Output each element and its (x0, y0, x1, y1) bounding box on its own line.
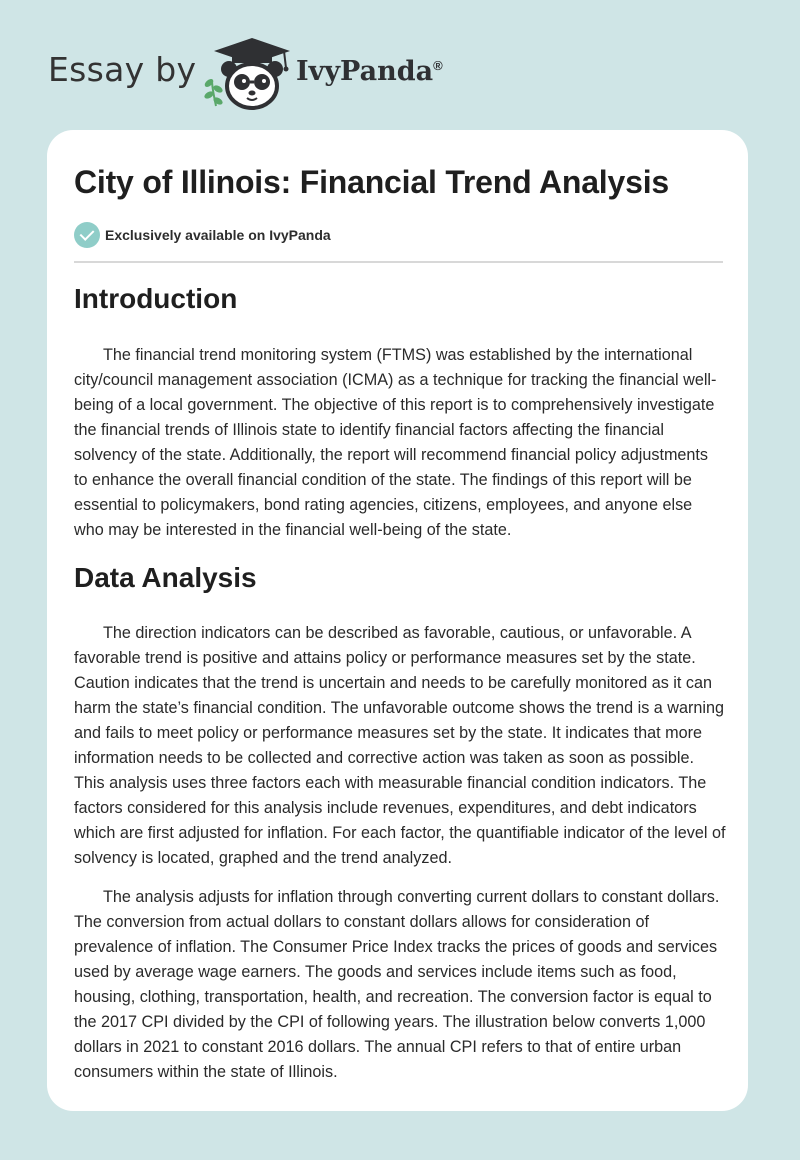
brand-name-text: IvyPanda (296, 56, 434, 87)
data-analysis-paragraph-1: The direction indicators can be described as favorable, cautious, or unfavorable. A favorable trend is positive and attains policy or performance measures set by the state. Caution indicates that the trend is uncertain and needs to be carefully monitored as it can harm the state’s financial condition. The unfavorable outcome shows the trend is a warning and fails to meet policy or performance measures set by the state. It indicates that more information needs to be collected and corrective action was taken as soon as possible. This analysis uses three factors each with measurable financial condition indicators. The factors considered for this analysis include revenues, expenditures, and debt indicators which are first adjusted for inflation. For each factor, the quantifiable indicator of the level of solvency is located, graphed and the trend analyzed. (74, 624, 726, 867)
registered-mark: ® (433, 58, 443, 73)
section-heading-data-analysis: Data Analysis (74, 562, 257, 593)
site-header (0, 0, 800, 130)
exclusive-badge (74, 222, 331, 248)
data-analysis-paragraph-2: The analysis adjusts for inflation through converting current dollars to constant dollars. The conversion from actual dollars to constant dollars allows for consideration of prevalence of inflation. The Consumer Price Index tracks the prices of goods and services used by average wage earners. The goods and services include items such as food, housing, clothing, transportation, health, and recreation. The conversion factor is equal to the 2017 CPI divided by the CPI of following years. The illustration below converts 1,000 dollars in 2021 to constant 2016 dollars. The annual CPI refers to that of entire urban consumers within the state of Illinois. (74, 888, 720, 1081)
article-card (47, 130, 748, 1111)
title-divider (74, 261, 723, 263)
page-title: City of Illinois: Financial Trend Analysis (74, 164, 669, 200)
essay-by-label: Essay by (48, 50, 197, 89)
brand-name[interactable] (296, 56, 443, 87)
check-circle-icon (74, 222, 100, 248)
introduction-paragraph: The financial trend monitoring system (FTMS) was established by the international city/council management association (ICMA) as a technique for tracking the financial well-being of a local government. The objective of this report is to comprehensively investigate the financial trends of Illinois state to identify financial factors affecting the financial solvency of the state. Additionally, the report will recommend financial policy adjustments to enhance the overall financial condition of the state. The findings of this report will be essential to policymakers, bond rating agencies, citizens, employees, and anyone else who may be interested in the financial well-being of the state. (74, 346, 717, 539)
exclusive-badge-label: Exclusively available on IvyPanda (105, 227, 331, 243)
ivypanda-logo-icon[interactable] (202, 36, 294, 110)
section-heading-introduction: Introduction (74, 283, 238, 314)
